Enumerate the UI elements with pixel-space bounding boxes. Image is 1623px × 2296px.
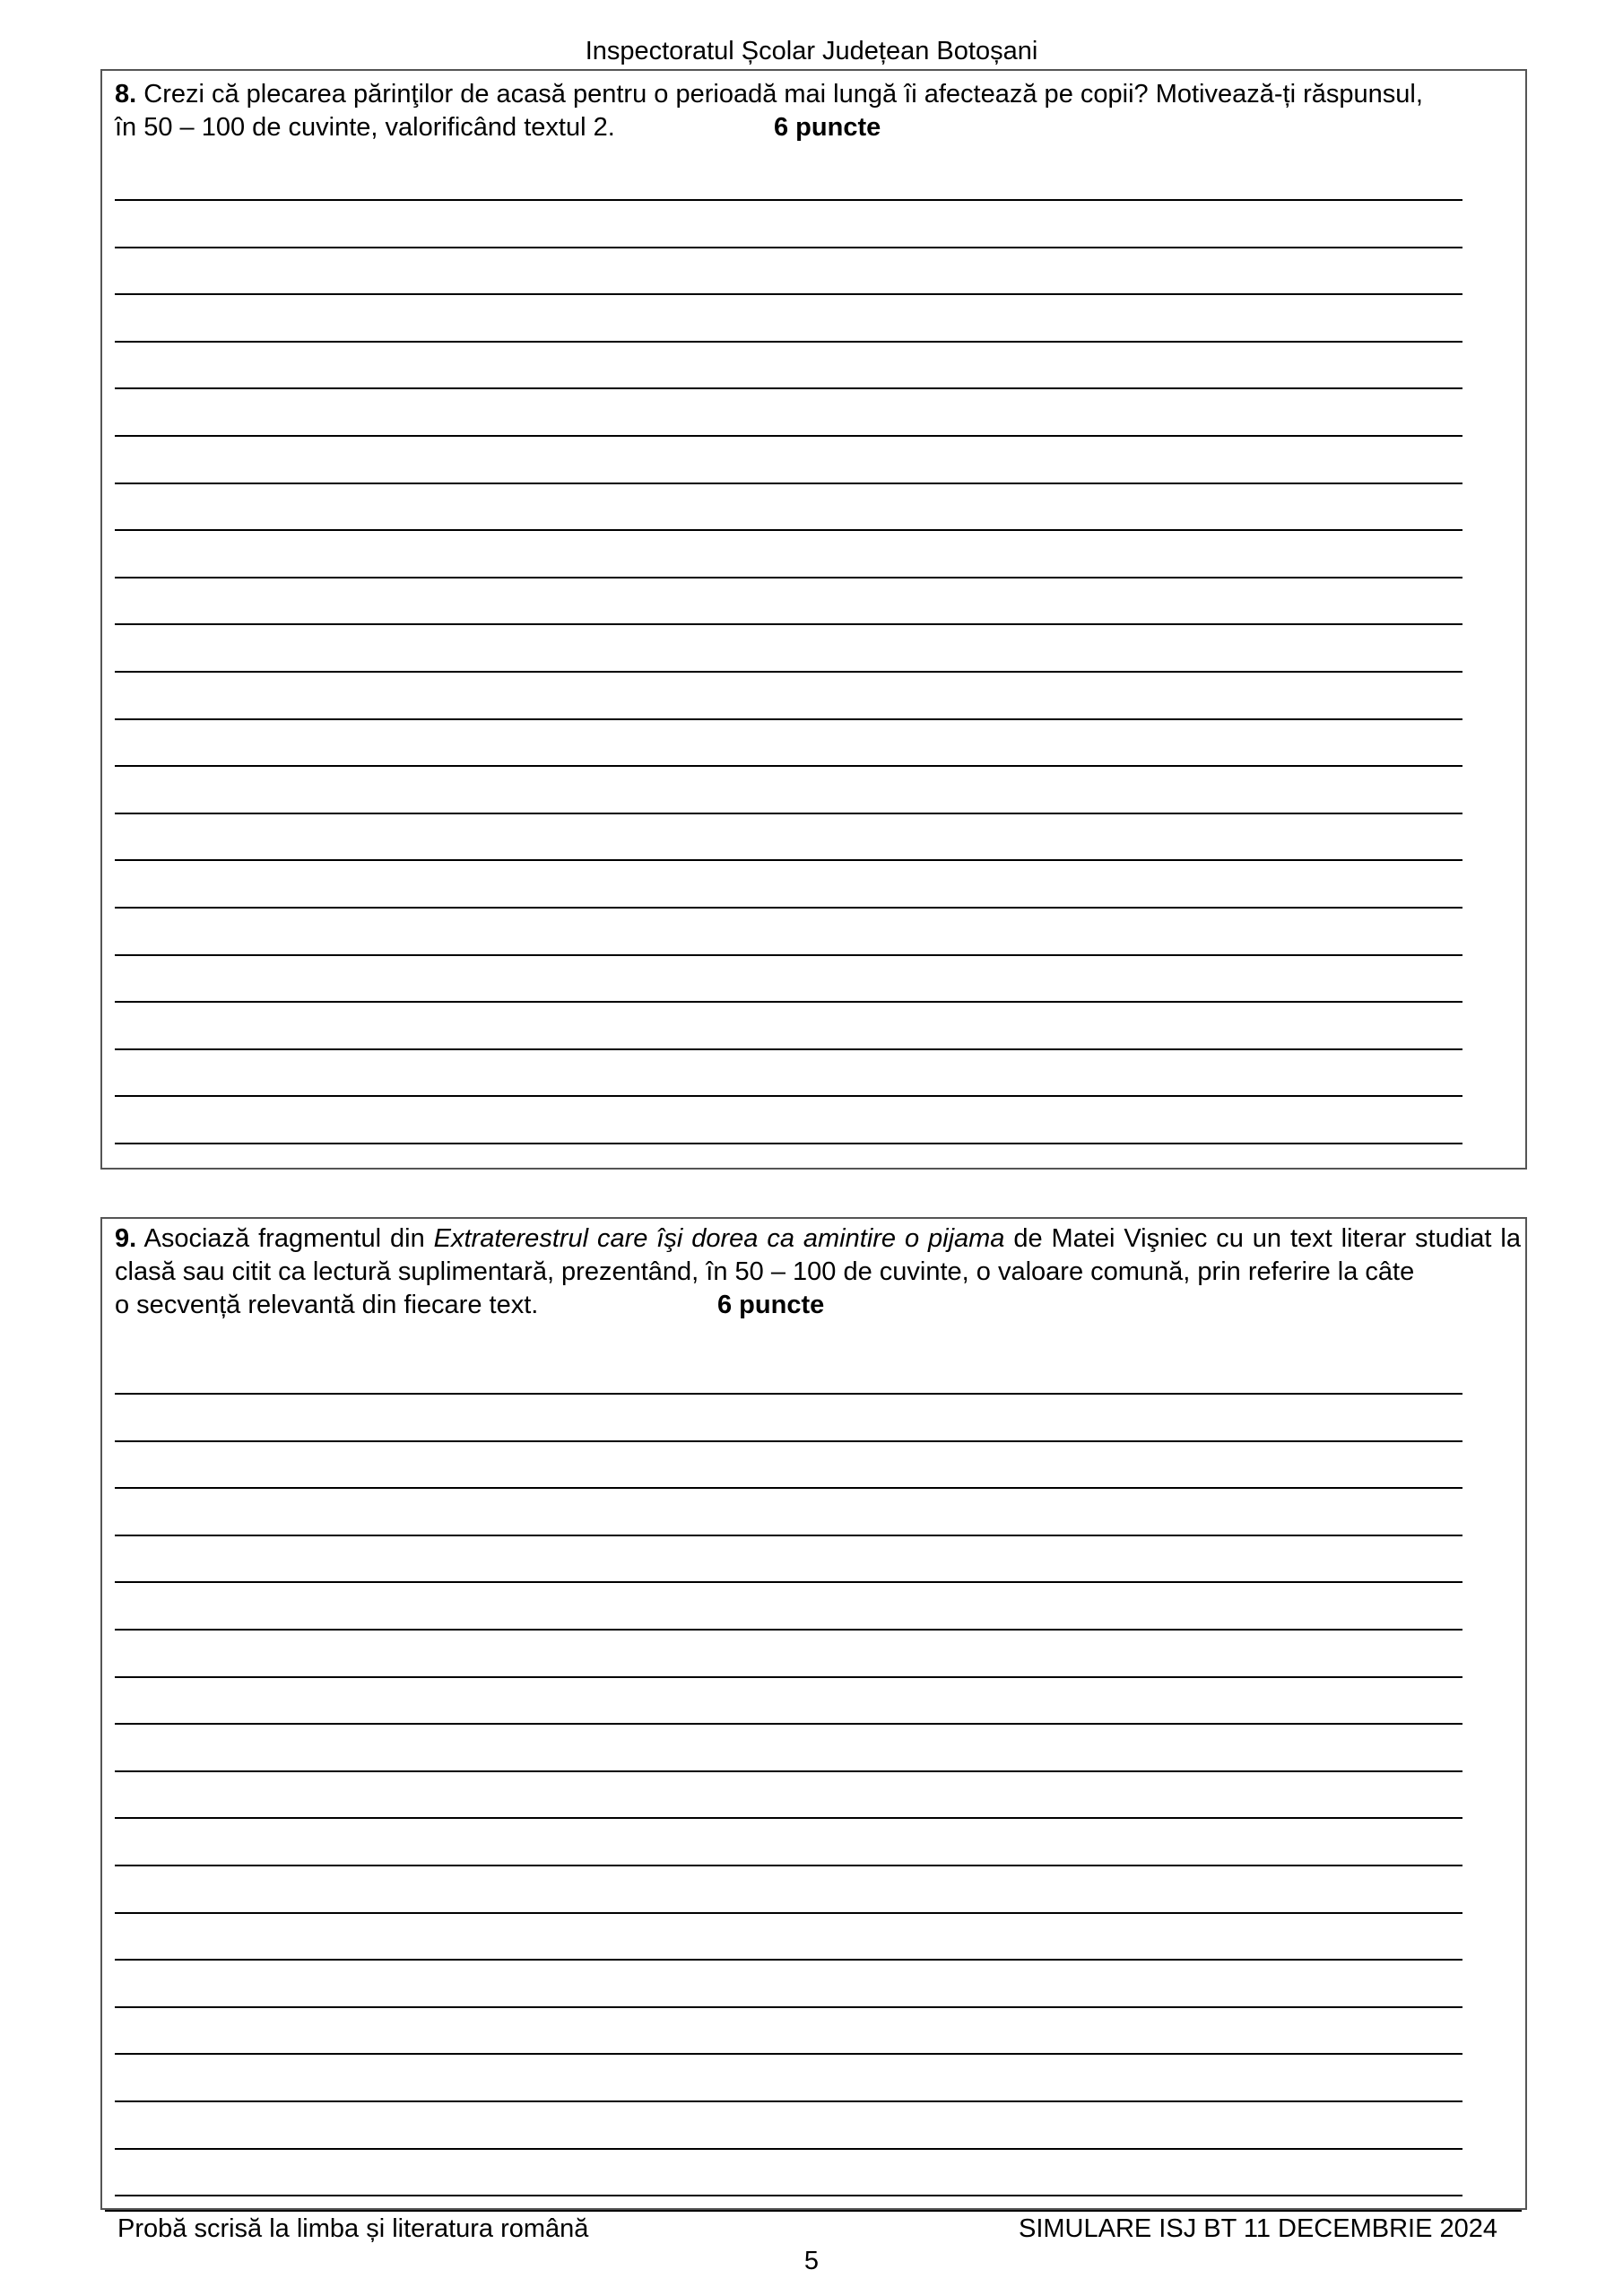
question-9-literary-title: Extraterestrul care îşi dorea ca amintire o pijama: [433, 1224, 1005, 1253]
question-8-prompt: [115, 78, 1521, 144]
answer-line[interactable]: [115, 2195, 1462, 2196]
answer-line[interactable]: [115, 765, 1462, 767]
answer-line[interactable]: [115, 2148, 1462, 2150]
answer-line[interactable]: [115, 1959, 1462, 1961]
answer-line[interactable]: [115, 1865, 1462, 1866]
answer-line[interactable]: [115, 2006, 1462, 2008]
answer-line[interactable]: [115, 1048, 1462, 1050]
answer-line[interactable]: [115, 1001, 1462, 1003]
question-8-number: 8.: [115, 80, 137, 109]
answer-line[interactable]: [115, 435, 1462, 437]
answer-line[interactable]: [115, 1440, 1462, 1442]
answer-line[interactable]: [115, 387, 1462, 389]
question-9-number: 9.: [115, 1224, 137, 1253]
answer-line[interactable]: [115, 341, 1462, 343]
answer-line[interactable]: [115, 483, 1462, 484]
answer-line[interactable]: [115, 1912, 1462, 1914]
answer-line[interactable]: [115, 529, 1462, 531]
answer-line[interactable]: [115, 1676, 1462, 1678]
answer-line[interactable]: [115, 1487, 1462, 1489]
answer-line[interactable]: [115, 1535, 1462, 1536]
footer-divider: [105, 2210, 1522, 2212]
question-9-text-before-title: Asociază fragmentul din: [143, 1224, 434, 1253]
answer-line[interactable]: [115, 1723, 1462, 1725]
question-9-text-line3: o secvență relevantă din fiecare text.: [115, 1291, 539, 1319]
question-9-box: [100, 1217, 1527, 2210]
answer-line[interactable]: [115, 671, 1462, 673]
question-9-points: 6 puncte: [717, 1291, 825, 1319]
question-8-box: [100, 69, 1527, 1170]
answer-line[interactable]: [115, 2100, 1462, 2102]
answer-line[interactable]: [115, 623, 1462, 625]
answer-line[interactable]: [115, 859, 1462, 861]
footer-exam-subject: Probă scrisă la limba și literatura română: [117, 2214, 589, 2243]
answer-line[interactable]: [115, 1817, 1462, 1819]
answer-line[interactable]: [115, 1393, 1462, 1395]
answer-line[interactable]: [115, 2053, 1462, 2055]
answer-line[interactable]: [115, 293, 1462, 295]
answer-line[interactable]: [115, 577, 1462, 578]
answer-line[interactable]: [115, 1629, 1462, 1631]
answer-line[interactable]: [115, 1143, 1462, 1144]
page-number: 5: [803, 2247, 820, 2275]
footer-exam-session: SIMULARE ISJ BT 11 DECEMBRIE 2024: [1018, 2214, 1497, 2243]
question-9-prompt: [115, 1222, 1521, 1322]
answer-line[interactable]: [115, 199, 1462, 201]
answer-line[interactable]: [115, 1095, 1462, 1097]
page-header-title: Inspectoratul Școlar Județean Botoșani: [585, 37, 1038, 65]
answer-line[interactable]: [115, 813, 1462, 814]
question-8-text-line2: în 50 – 100 de cuvinte, valorificând textul 2.: [115, 113, 615, 142]
answer-line[interactable]: [115, 247, 1462, 248]
answer-line[interactable]: [115, 954, 1462, 956]
question-8-points: 6 puncte: [774, 113, 881, 142]
answer-line[interactable]: [115, 1770, 1462, 1772]
answer-line[interactable]: [115, 1581, 1462, 1583]
question-8-text-line1: Crezi că plecarea părinţilor de acasă pentru o perioadă mai lungă îi afectează pe copii? Motivează-ți răspunsul,: [143, 80, 1423, 109]
answer-line[interactable]: [115, 718, 1462, 720]
question-9-text-after-title: de Matei Vişniec cu un text literar studiat la clasă sau citit ca lectură suplimentară, prezentând, în 50 – 100 de cuvinte, o valoare comună, prin referire la câte: [115, 1224, 1521, 1286]
answer-line[interactable]: [115, 907, 1462, 909]
